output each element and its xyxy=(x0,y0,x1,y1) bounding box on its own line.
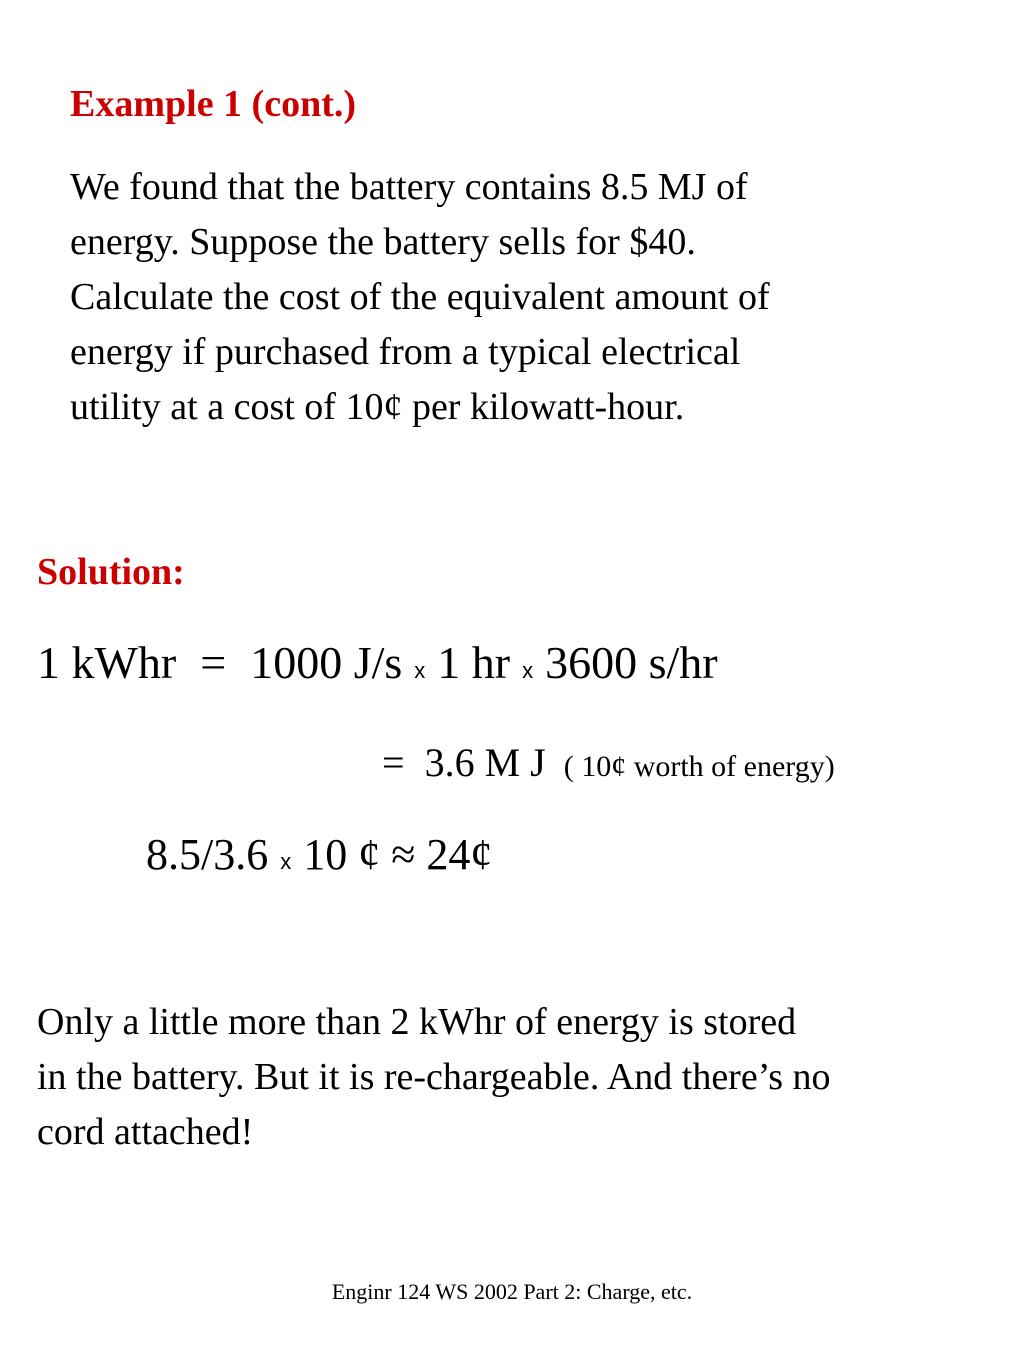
eq3-times-sign: x xyxy=(280,849,292,874)
solution-heading: Solution: xyxy=(37,551,185,593)
problem-line: energy if purchased from a typical electrical xyxy=(70,331,741,373)
problem-line: energy. Suppose the battery sells for $40. xyxy=(70,221,696,263)
problem-line: Calculate the cost of the equivalent amount of xyxy=(70,276,770,318)
example-title: Example 1 (cont.) xyxy=(70,83,357,125)
eq1-lhs: 1 kWhr xyxy=(37,637,177,688)
eq2-note: ( 10¢ worth of energy) xyxy=(563,750,835,783)
problem-statement xyxy=(70,160,770,435)
eq2-equals: = xyxy=(382,740,405,785)
conclusion-line: Only a little more than 2 kWhr of energy is stored xyxy=(37,1001,797,1043)
equation-kwhr-definition xyxy=(37,634,718,700)
eq2-value: 3.6 M J xyxy=(424,740,546,785)
equation-megajoules xyxy=(382,736,835,794)
slide-footer: Enginr 124 WS 2002 Part 2: Charge, etc. xyxy=(331,1279,693,1304)
eq1-times-sign: x xyxy=(414,658,426,683)
eq1-times-sign: x xyxy=(522,658,534,683)
conclusion-line: cord attached! xyxy=(37,1111,254,1153)
conclusion-line: in the battery. But it is re-chargeable. And there’s no xyxy=(37,1056,831,1098)
problem-line: We found that the battery contains 8.5 MJ of xyxy=(70,166,748,208)
eq1-term1: 1000 J/s xyxy=(250,637,403,688)
eq3-term1: 8.5/3.6 xyxy=(146,830,269,879)
problem-line: utility at a cost of 10¢ per kilowatt-hour. xyxy=(70,386,685,428)
eq1-term2: 1 hr xyxy=(437,637,511,688)
equation-cost-result xyxy=(146,826,492,891)
eq3-rest: 10 ¢ ≈ 24¢ xyxy=(303,830,493,879)
eq1-term3: 3600 s/hr xyxy=(545,637,718,688)
conclusion-text xyxy=(37,995,831,1160)
eq1-equals: = xyxy=(200,637,227,688)
